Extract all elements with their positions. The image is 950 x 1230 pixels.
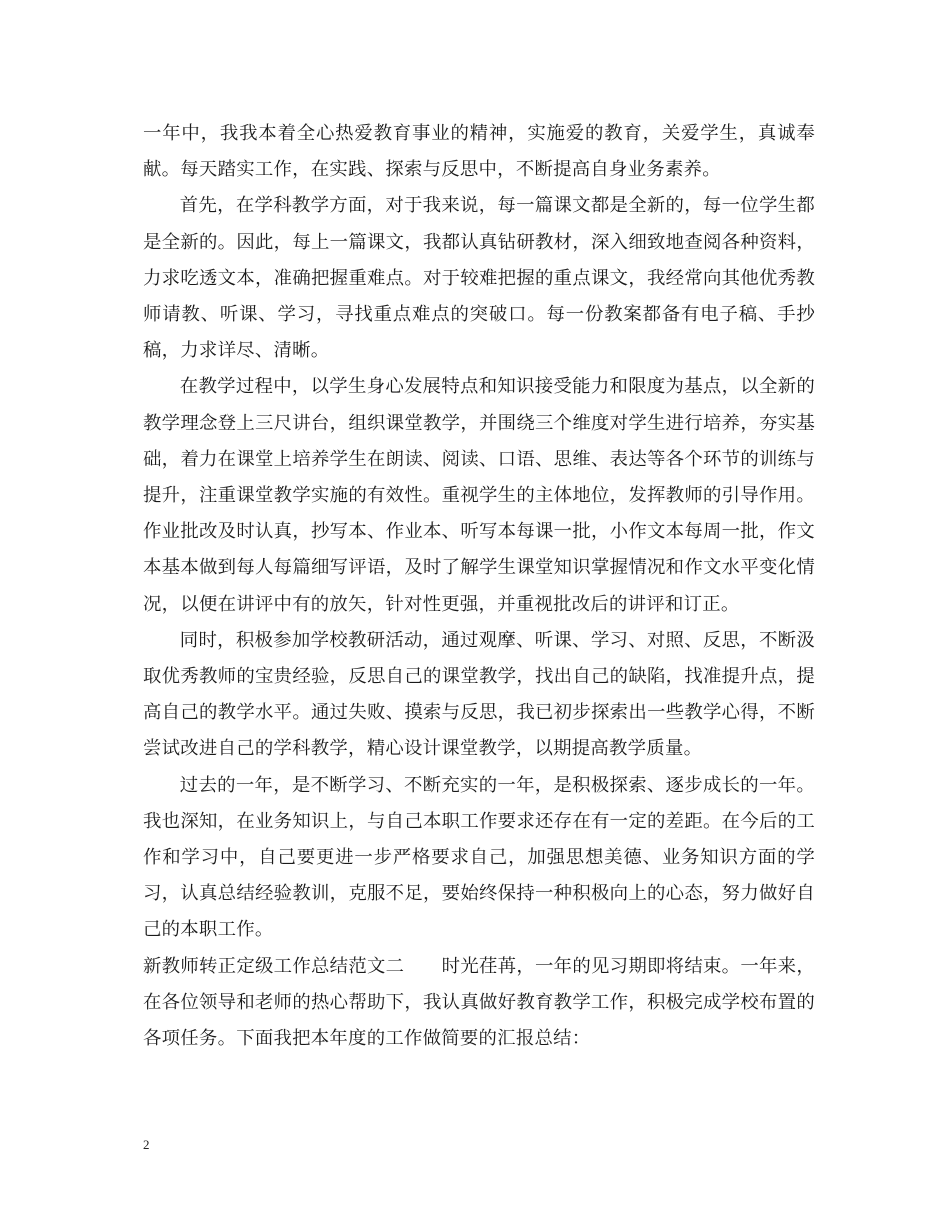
paragraph-research-activities: 同时，积极参加学校教研活动，通过观摩、听课、学习、对照、反思，不断汲取优秀教师的宝贵经验，反思自己的课堂教学，找出自己的缺陷，找准提升点，提高自己的教学水平。通过失败、摸索与反思，我已初步探索出一些教学心得，不断尝试改进自己的学科教学，精心设计课堂教学，以期提高教学质量。 (143, 629, 815, 760)
paragraph-teaching-prep: 首先，在学科教学方面，对于我来说，每一篇课文都是全新的，每一位学生都是全新的。因此，每上一篇课文，我都认真钻研教材，深入细致地查阅各种资料，力求吃透文本，准确把握重难点。对于较难把握的重点课文，我经常向其他优秀教师请教、听课、学习，寻找重点难点的突破口。每一份教案都备有电子稿、手抄稿，力求详尽、清晰。 (143, 195, 815, 362)
page-number: 2 (143, 1137, 150, 1152)
paragraph-sample-two: 新教师转正定级工作总结范文二 时光荏苒，一年的见习期即将结束。一年来，在各位领导和老师的热心帮助下，我认真做好教育教学工作，积极完成学校布置的各项任务。下面我把本年度的工作做简要的汇报总结： (143, 955, 815, 1050)
document-body (143, 116, 815, 1057)
paragraph-teaching-process: 在教学过程中，以学生身心发展特点和知识接受能力和限度为基点，以全新的教学理念登上三尺讲台，组织课堂教学，并围绕三个维度对学生进行培养，夯实基础，着力在课堂上培养学生在朗读、阅读、口语、思维、表达等各个环节的训练与提升，注重课堂教学实施的有效性。重视学生的主体地位，发挥教师的引导作用。作业批改及时认真，抄写本、作业本、听写本每课一批，小作文本每周一批，作文本基本做到每人每篇细写评语，及时了解学生课堂知识掌握情况和作文水平变化情况，以便在讲评中有的放矢，针对性更强，并重视批改后的讲评和订正。 (143, 376, 815, 615)
paragraph-year-review: 过去的一年，是不断学习、不断充实的一年，是积极探索、逐步成长的一年。我也深知，在业务知识上，与自己本职工作要求还存在有一定的差距。在今后的工作和学习中，自己要更进一步严格要求自己，加强思想美德、业务知识方面的学习，认真总结经验教训，克服不足，要始终保持一种积极向上的心态，努力做好自己的本职工作。 (143, 774, 815, 941)
paragraph-intro: 一年中，我我本着全心热爱教育事业的精神，实施爱的教育，关爱学生，真诚奉献。每天踏实工作，在实践、探索与反思中，不断提高自身业务素养。 (143, 123, 815, 181)
